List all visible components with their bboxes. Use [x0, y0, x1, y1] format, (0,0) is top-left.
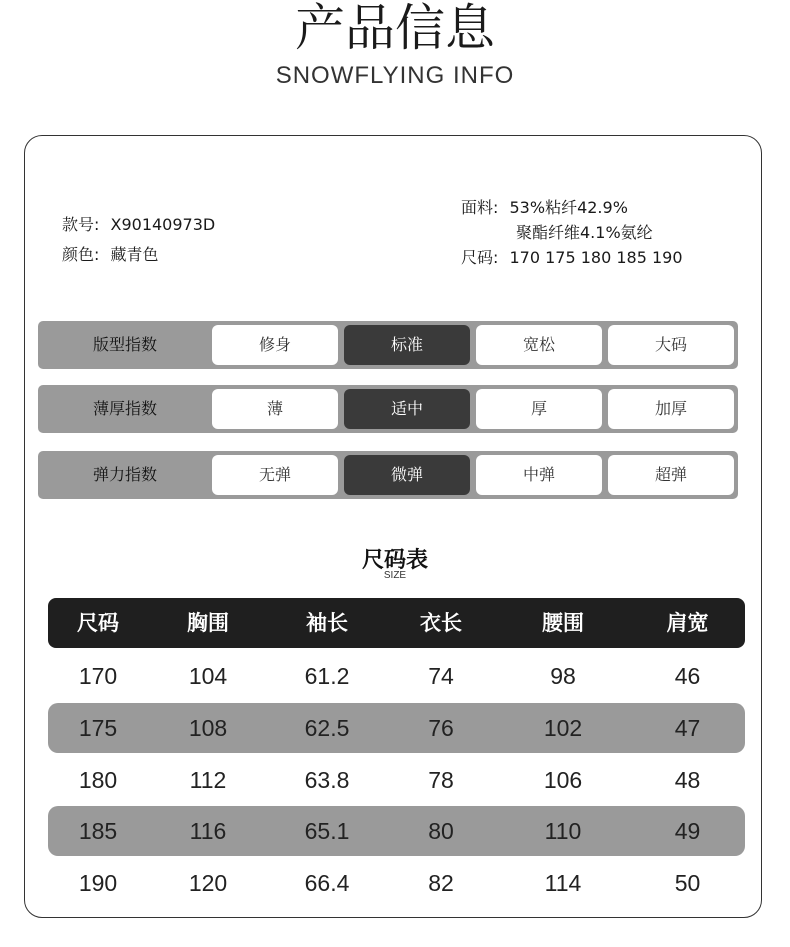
cell-size: 180 [78, 767, 118, 793]
cell-chest: 116 [189, 818, 227, 844]
size-table-header [48, 598, 745, 648]
cell-sleeve: 61.2 [304, 663, 350, 689]
cell-shoulder: 48 [674, 767, 701, 793]
table-row [48, 858, 745, 908]
cell-chest: 104 [188, 663, 228, 689]
cell-waist: 102 [543, 715, 583, 741]
cell-waist: 98 [550, 663, 576, 689]
cell-size: 175 [78, 715, 118, 741]
table-row [48, 703, 745, 753]
fit-option-loose: 宽松 [476, 325, 602, 365]
size-table-subtitle: SIZE [383, 570, 407, 581]
header-size: 尺码 [77, 611, 119, 635]
cell-size: 185 [78, 818, 118, 844]
style-number-label: 款号: [62, 215, 100, 234]
cell-length: 80 [428, 818, 454, 844]
cell-chest: 120 [188, 870, 228, 896]
fit-index-label: 版型指数 [92, 335, 157, 354]
header-waist: 腰围 [542, 611, 584, 635]
cell-shoulder: 46 [674, 663, 701, 689]
cell-shoulder: 50 [674, 870, 701, 896]
style-number [62, 212, 215, 235]
table-row [48, 755, 745, 805]
page-title: 产品信息 [295, 0, 495, 57]
table-row [48, 651, 745, 701]
cell-shoulder: 49 [674, 818, 701, 844]
fabric-label: 面料: [461, 198, 499, 217]
cell-shoulder: 47 [674, 715, 701, 741]
cell-length: 76 [428, 715, 454, 741]
cell-sleeve: 65.1 [304, 818, 350, 844]
stretch-index-row [38, 451, 738, 499]
thickness-option-extra-thick: 加厚 [608, 389, 734, 429]
cell-sleeve: 66.4 [304, 870, 350, 896]
thickness-option-thick: 厚 [476, 389, 602, 429]
color-label: 颜色: [62, 245, 100, 264]
cell-sleeve: 63.8 [304, 767, 350, 793]
fabric-value-line1: 53%粘纤42.9% [509, 198, 628, 217]
thickness-option-thin: 薄 [212, 389, 338, 429]
stretch-option-none: 无弹 [212, 455, 338, 495]
cell-chest: 112 [189, 767, 227, 793]
fit-index-row [38, 321, 738, 369]
stretch-option-medium: 中弹 [476, 455, 602, 495]
cell-waist: 110 [544, 818, 582, 844]
fabric-value-line2: 聚酯纤维4.1%氨纶 [516, 223, 653, 242]
fit-option-standard: 标准 [344, 325, 470, 365]
cell-sleeve: 62.5 [304, 715, 350, 741]
header-sleeve: 袖长 [306, 611, 348, 635]
stretch-option-slight: 微弹 [344, 455, 470, 495]
color-info [62, 242, 159, 265]
fabric-info [461, 195, 628, 218]
fit-option-large: 大码 [608, 325, 734, 365]
stretch-option-super: 超弹 [608, 455, 734, 495]
cell-length: 82 [428, 870, 454, 896]
header-length: 衣长 [420, 611, 462, 635]
size-label: 尺码: [461, 248, 499, 267]
cell-length: 78 [428, 767, 454, 793]
thickness-index-label: 薄厚指数 [92, 399, 157, 418]
table-row [48, 806, 745, 856]
size-info [461, 245, 683, 268]
cell-length: 74 [428, 663, 454, 689]
cell-waist: 106 [543, 767, 583, 793]
fit-option-slim: 修身 [212, 325, 338, 365]
header-chest: 胸围 [187, 611, 229, 635]
style-number-value: X90140973D [110, 215, 216, 234]
thickness-option-medium: 适中 [344, 389, 470, 429]
header-shoulder: 肩宽 [666, 611, 709, 635]
cell-waist: 114 [544, 870, 582, 896]
stretch-index-label: 弹力指数 [92, 465, 157, 484]
color-value: 藏青色 [110, 245, 159, 264]
cell-size: 190 [78, 870, 118, 896]
size-value: 170 175 180 185 190 [509, 248, 683, 267]
size-table-title: 尺码表 [361, 548, 428, 573]
page-subtitle: SNOWFLYING INFO [275, 62, 515, 89]
cell-size: 170 [78, 663, 118, 689]
thickness-index-row [38, 385, 738, 433]
cell-chest: 108 [188, 715, 228, 741]
